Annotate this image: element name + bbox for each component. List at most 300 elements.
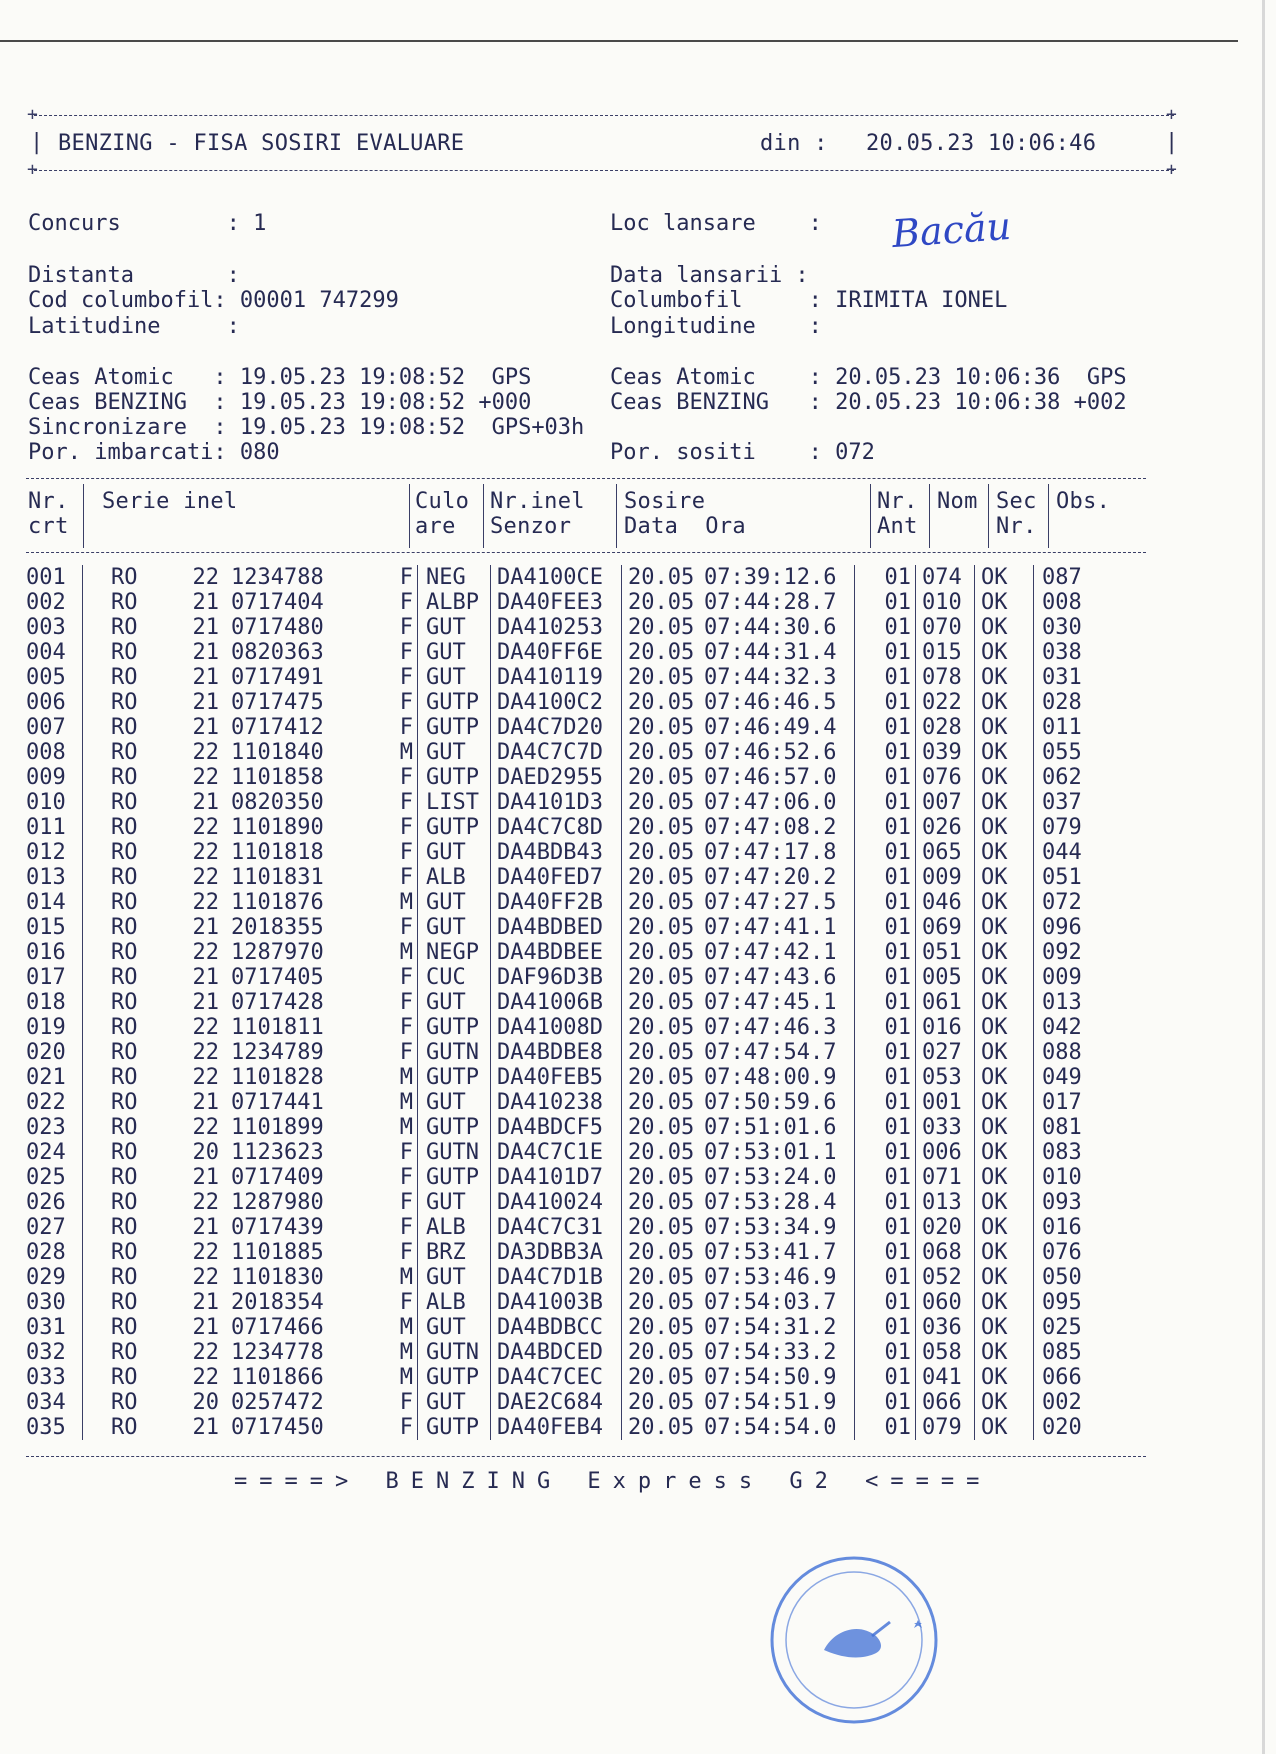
row-arrival-date: 20.05: [628, 590, 695, 615]
row-arrival-date: 20.05: [628, 1265, 695, 1290]
row-color: CUC: [418, 965, 491, 990]
row-sex: F: [379, 865, 418, 890]
row-color: BRZ: [418, 1240, 491, 1265]
row-ring-number: 0717491: [231, 665, 324, 690]
row-year: 22: [192, 1115, 219, 1140]
row-antenna: 01: [855, 1140, 916, 1165]
row-sensor-ring: DA40FEB4: [491, 1415, 622, 1440]
row-color: GUTP: [418, 1115, 491, 1140]
row-sex: F: [379, 1215, 418, 1240]
row-sex: F: [379, 615, 418, 640]
row-divider: [74, 1390, 83, 1415]
report-date-label: din :: [760, 131, 828, 156]
row-arrival-time: 07:44:28.7: [700, 590, 855, 615]
row-sex: F: [379, 590, 418, 615]
row-ring-number: 2018355: [231, 915, 324, 940]
row-nom: 036: [916, 1315, 975, 1340]
row-year: 22: [192, 1065, 219, 1090]
row-sensor-ring: DA4C7C1E: [491, 1140, 622, 1165]
row-sensor-ring: DA4C7C31: [491, 1215, 622, 1240]
row-color: GUTN: [418, 1040, 491, 1065]
row-sex: F: [379, 765, 418, 790]
row-color: GUT: [418, 1390, 491, 1415]
row-nom: 046: [916, 890, 975, 915]
row-obs: 044: [1042, 840, 1082, 865]
row-color: GUT: [418, 915, 491, 940]
header-bottom-rule: [26, 552, 1146, 553]
row-nr: 021: [26, 1065, 66, 1090]
row-nr: 032: [26, 1340, 66, 1365]
row-ring-number: 0717441: [231, 1090, 324, 1115]
row-arrival-time: 07:47:27.5: [700, 890, 855, 915]
row-nom: 009: [916, 865, 975, 890]
row-antenna: 01: [855, 715, 916, 740]
row-country: RO: [111, 1065, 138, 1090]
row-nom: 016: [916, 1015, 975, 1040]
row-antenna: 01: [855, 1190, 916, 1215]
row-nom: 074: [916, 565, 975, 590]
row-nom: 053: [916, 1065, 975, 1090]
row-nom: 005: [916, 965, 975, 990]
row-country: RO: [111, 1015, 138, 1040]
table-row: [26, 640, 1102, 665]
table-row: [26, 1340, 1102, 1365]
row-nr: 016: [26, 940, 66, 965]
row-ring-number: 1101830: [231, 1265, 324, 1290]
row-color: GUTP: [418, 815, 491, 840]
sincronizare-line: Sincronizare : 19.05.23 19:08:52 GPS+03h: [28, 415, 585, 440]
row-divider: [74, 565, 83, 590]
row-antenna: 01: [855, 890, 916, 915]
row-nr: 002: [26, 590, 66, 615]
row-antenna: 01: [855, 1340, 916, 1365]
header-top-rule: [26, 478, 1146, 479]
row-sec: OK: [975, 1140, 1034, 1165]
row-antenna: 01: [855, 1090, 916, 1115]
row-divider: [74, 690, 83, 715]
row-ring-number: 1234778: [231, 1340, 324, 1365]
row-year: 21: [192, 915, 219, 940]
row-country: RO: [111, 1240, 138, 1265]
row-obs: 020: [1042, 1415, 1082, 1440]
row-obs: 062: [1042, 765, 1082, 790]
row-obs: 083: [1042, 1140, 1082, 1165]
row-arrival-time: 07:46:46.5: [700, 690, 855, 715]
row-divider: [74, 1365, 83, 1390]
row-sensor-ring: DA40FF2B: [491, 890, 622, 915]
row-obs: 087: [1042, 565, 1082, 590]
row-antenna: 01: [855, 990, 916, 1015]
row-arrival-date: 20.05: [628, 615, 695, 640]
row-sex: F: [379, 990, 418, 1015]
table-row: [26, 1390, 1102, 1415]
row-sec: OK: [975, 1415, 1034, 1440]
row-nr: 024: [26, 1140, 66, 1165]
row-country: RO: [111, 590, 138, 615]
row-year: 21: [192, 1215, 219, 1240]
row-ring-number: 1101818: [231, 840, 324, 865]
row-antenna: 01: [855, 1165, 916, 1190]
row-nr: 028: [26, 1240, 66, 1265]
row-divider: [74, 740, 83, 765]
row-ring-number: 0717405: [231, 965, 324, 990]
row-year: 22: [192, 1190, 219, 1215]
table-row: [26, 890, 1102, 915]
row-arrival-date: 20.05: [628, 1215, 695, 1240]
table-bottom-rule: [26, 1456, 1146, 1457]
row-arrival-time: 07:54:50.9: [700, 1365, 855, 1390]
row-sex: F: [379, 1240, 418, 1265]
row-nom: 028: [916, 715, 975, 740]
row-ring-number: 0820350: [231, 790, 324, 815]
row-arrival-time: 07:47:43.6: [700, 965, 855, 990]
row-divider: [74, 1165, 83, 1190]
row-sec: OK: [975, 690, 1034, 715]
row-antenna: 01: [855, 815, 916, 840]
col-header-sosire: Sosire Data Ora: [624, 489, 746, 539]
row-nr: 007: [26, 715, 66, 740]
row-nom: 027: [916, 1040, 975, 1065]
row-sensor-ring: DA4BDBE8: [491, 1040, 622, 1065]
row-arrival-time: 07:54:03.7: [700, 1290, 855, 1315]
row-country: RO: [111, 790, 138, 815]
table-row: [26, 1290, 1102, 1315]
table-row: [26, 1415, 1102, 1440]
loc-lansare-line: Loc lansare :: [610, 211, 822, 236]
row-sec: OK: [975, 840, 1034, 865]
row-obs: 030: [1042, 615, 1082, 640]
row-arrival-date: 20.05: [628, 765, 695, 790]
row-divider: [74, 915, 83, 940]
row-divider: [74, 715, 83, 740]
handwritten-signature: Bacău: [890, 203, 1013, 257]
row-obs: 079: [1042, 815, 1082, 840]
row-ring-number: 2018354: [231, 1290, 324, 1315]
row-obs: 088: [1042, 1040, 1082, 1065]
row-sensor-ring: DA40FEE3: [491, 590, 622, 615]
row-sec: OK: [975, 815, 1034, 840]
row-arrival-time: 07:53:34.9: [700, 1215, 855, 1240]
row-nr: 033: [26, 1365, 66, 1390]
row-sec: OK: [975, 740, 1034, 765]
title-box-bottom: [34, 170, 1174, 171]
report-date-value: 20.05.23 10:06:46: [866, 131, 1097, 156]
row-nr: 034: [26, 1390, 66, 1415]
row-sec: OK: [975, 715, 1034, 740]
row-antenna: 01: [855, 740, 916, 765]
col-divider: [409, 484, 410, 548]
row-nom: 051: [916, 940, 975, 965]
row-divider: [74, 865, 83, 890]
scan-edge: [1262, 0, 1265, 1754]
row-antenna: 01: [855, 1265, 916, 1290]
row-sec: OK: [975, 965, 1034, 990]
row-sec: OK: [975, 565, 1034, 590]
row-color: GUTP: [418, 690, 491, 715]
row-country: RO: [111, 665, 138, 690]
corner-plus: +: [1166, 159, 1177, 180]
row-nom: 039: [916, 740, 975, 765]
row-divider: [74, 1290, 83, 1315]
row-obs: 037: [1042, 790, 1082, 815]
row-sec: OK: [975, 1215, 1034, 1240]
row-antenna: 01: [855, 1240, 916, 1265]
row-nr: 012: [26, 840, 66, 865]
row-sex: F: [379, 715, 418, 740]
row-country: RO: [111, 1040, 138, 1065]
row-country: RO: [111, 740, 138, 765]
row-sensor-ring: DA4C7C8D: [491, 815, 622, 840]
row-country: RO: [111, 940, 138, 965]
row-color: GUTP: [418, 1065, 491, 1090]
col-header-sec: Sec Nr.: [996, 489, 1037, 539]
row-sensor-ring: DAE2C684: [491, 1390, 622, 1415]
row-nom: 061: [916, 990, 975, 1015]
col-divider: [870, 484, 871, 548]
table-row: [26, 1240, 1102, 1265]
row-nom: 026: [916, 815, 975, 840]
row-color: GUTP: [418, 1415, 491, 1440]
row-sensor-ring: DA40FF6E: [491, 640, 622, 665]
row-ring-number: 1287980: [231, 1190, 324, 1215]
porumbei-sositi: Por. sositi : 072: [610, 440, 875, 465]
row-country: RO: [111, 615, 138, 640]
row-arrival-time: 07:47:41.1: [700, 915, 855, 940]
row-sensor-ring: DA410238: [491, 1090, 622, 1115]
row-nom: 007: [916, 790, 975, 815]
row-divider: [74, 1315, 83, 1340]
row-nr: 023: [26, 1115, 66, 1140]
row-year: 22: [192, 1340, 219, 1365]
row-sex: F: [379, 1390, 418, 1415]
row-country: RO: [111, 1365, 138, 1390]
row-antenna: 01: [855, 915, 916, 940]
row-sec: OK: [975, 1065, 1034, 1090]
table-row: [26, 740, 1102, 765]
row-sec: OK: [975, 1115, 1034, 1140]
row-arrival-date: 20.05: [628, 1090, 695, 1115]
row-ring-number: 0717450: [231, 1415, 324, 1440]
row-obs: 031: [1042, 665, 1082, 690]
row-nom: 052: [916, 1265, 975, 1290]
col-header-serie: Serie inel: [102, 489, 238, 514]
row-antenna: 01: [855, 940, 916, 965]
row-country: RO: [111, 965, 138, 990]
row-nr: 017: [26, 965, 66, 990]
row-country: RO: [111, 640, 138, 665]
col-divider: [483, 484, 484, 548]
row-nr: 027: [26, 1215, 66, 1240]
row-nom: 010: [916, 590, 975, 615]
row-country: RO: [111, 840, 138, 865]
row-country: RO: [111, 1190, 138, 1215]
row-color: ALB: [418, 1215, 491, 1240]
row-ring-number: 1234789: [231, 1040, 324, 1065]
row-divider: [74, 590, 83, 615]
table-row: [26, 915, 1102, 940]
table-row: [26, 1140, 1102, 1165]
row-color: GUT: [418, 665, 491, 690]
title-box-top: [34, 115, 1174, 116]
row-year: 22: [192, 1265, 219, 1290]
row-divider: [74, 1015, 83, 1040]
row-divider: [74, 1140, 83, 1165]
row-arrival-date: 20.05: [628, 790, 695, 815]
row-ring-number: 1101866: [231, 1365, 324, 1390]
row-divider: [74, 840, 83, 865]
row-sex: M: [379, 1340, 418, 1365]
row-arrival-date: 20.05: [628, 1015, 695, 1040]
row-nom: 079: [916, 1415, 975, 1440]
row-obs: 013: [1042, 990, 1082, 1015]
row-arrival-time: 07:54:31.2: [700, 1315, 855, 1340]
row-obs: 016: [1042, 1215, 1082, 1240]
row-divider: [74, 1115, 83, 1140]
row-color: GUT: [418, 1190, 491, 1215]
row-ring-number: 1101831: [231, 865, 324, 890]
row-sensor-ring: DA4100C2: [491, 690, 622, 715]
row-sec: OK: [975, 1340, 1034, 1365]
cod-columbofil-line: Cod columbofil: 00001 747299: [28, 288, 399, 313]
table-row: [26, 1015, 1102, 1040]
row-arrival-date: 20.05: [628, 715, 695, 740]
row-year: 21: [192, 790, 219, 815]
row-divider: [74, 1040, 83, 1065]
row-arrival-time: 07:44:31.4: [700, 640, 855, 665]
row-nr: 001: [26, 565, 66, 590]
table-row: [26, 815, 1102, 840]
row-ring-number: 1101899: [231, 1115, 324, 1140]
row-antenna: 01: [855, 965, 916, 990]
row-sec: OK: [975, 1090, 1034, 1115]
col-header-culoare: Culo are: [415, 489, 470, 539]
row-ring-number: 1101828: [231, 1065, 324, 1090]
row-color: GUTP: [418, 1165, 491, 1190]
row-country: RO: [111, 1290, 138, 1315]
row-antenna: 01: [855, 865, 916, 890]
col-header-nrinel: Nr.inel Senzor: [490, 489, 585, 539]
page-top-rule: [0, 40, 1238, 42]
row-sex: M: [379, 1315, 418, 1340]
row-antenna: 01: [855, 765, 916, 790]
row-sensor-ring: DA4101D3: [491, 790, 622, 815]
row-color: NEGP: [418, 940, 491, 965]
title-box-right-bar: |: [1165, 130, 1179, 155]
row-arrival-date: 20.05: [628, 690, 695, 715]
row-sex: F: [379, 815, 418, 840]
club-stamp: [764, 1550, 944, 1730]
row-year: 21: [192, 615, 219, 640]
row-arrival-time: 07:54:51.9: [700, 1390, 855, 1415]
table-row: [26, 865, 1102, 890]
row-year: 21: [192, 1090, 219, 1115]
row-arrival-date: 20.05: [628, 1290, 695, 1315]
row-sex: M: [379, 1115, 418, 1140]
row-ring-number: 0717466: [231, 1315, 324, 1340]
row-year: 22: [192, 1365, 219, 1390]
row-year: 22: [192, 565, 219, 590]
row-color: GUT: [418, 840, 491, 865]
row-nom: 022: [916, 690, 975, 715]
row-obs: 050: [1042, 1265, 1082, 1290]
row-color: GUTP: [418, 1365, 491, 1390]
row-divider: [74, 1265, 83, 1290]
row-arrival-time: 07:44:30.6: [700, 615, 855, 640]
row-obs: 051: [1042, 865, 1082, 890]
row-arrival-date: 20.05: [628, 1415, 695, 1440]
row-year: 21: [192, 590, 219, 615]
row-sensor-ring: DA4C7CEC: [491, 1365, 622, 1390]
row-ring-number: 1234788: [231, 565, 324, 590]
row-country: RO: [111, 890, 138, 915]
row-sex: F: [379, 840, 418, 865]
row-divider: [74, 1240, 83, 1265]
row-nr: 030: [26, 1290, 66, 1315]
row-sensor-ring: DAED2955: [491, 765, 622, 790]
row-color: ALB: [418, 865, 491, 890]
row-divider: [74, 1415, 83, 1440]
row-nom: 071: [916, 1165, 975, 1190]
row-divider: [74, 1190, 83, 1215]
row-year: 22: [192, 765, 219, 790]
row-country: RO: [111, 990, 138, 1015]
row-sex: F: [379, 1290, 418, 1315]
table-row: [26, 1315, 1102, 1340]
row-antenna: 01: [855, 565, 916, 590]
col-divider: [929, 484, 930, 548]
row-arrival-time: 07:47:08.2: [700, 815, 855, 840]
table-row: [26, 1065, 1102, 1090]
table-row: [26, 715, 1102, 740]
row-divider: [74, 640, 83, 665]
col-divider: [988, 484, 989, 548]
row-antenna: 01: [855, 1015, 916, 1040]
row-sensor-ring: DA40FEB5: [491, 1065, 622, 1090]
row-sec: OK: [975, 1240, 1034, 1265]
col-divider: [83, 484, 84, 548]
row-country: RO: [111, 1165, 138, 1190]
row-nom: 060: [916, 1290, 975, 1315]
row-obs: 028: [1042, 690, 1082, 715]
row-nom: 078: [916, 665, 975, 690]
row-nr: 005: [26, 665, 66, 690]
row-color: GUTN: [418, 1340, 491, 1365]
row-arrival-time: 07:53:01.1: [700, 1140, 855, 1165]
row-year: 22: [192, 890, 219, 915]
row-sex: M: [379, 1365, 418, 1390]
row-divider: [74, 890, 83, 915]
row-arrival-date: 20.05: [628, 890, 695, 915]
row-arrival-time: 07:39:12.6: [700, 565, 855, 590]
row-sex: M: [379, 1090, 418, 1115]
row-divider: [74, 1340, 83, 1365]
row-divider: [74, 790, 83, 815]
row-antenna: 01: [855, 840, 916, 865]
row-arrival-date: 20.05: [628, 1115, 695, 1140]
row-antenna: 01: [855, 1390, 916, 1415]
table-row: [26, 1040, 1102, 1065]
row-sec: OK: [975, 1290, 1034, 1315]
row-country: RO: [111, 690, 138, 715]
row-sex: F: [379, 965, 418, 990]
row-sec: OK: [975, 1265, 1034, 1290]
row-country: RO: [111, 1315, 138, 1340]
row-sensor-ring: DA4101D7: [491, 1165, 622, 1190]
row-sex: F: [379, 790, 418, 815]
col-divider: [1048, 484, 1049, 548]
row-year: 21: [192, 1415, 219, 1440]
row-year: 22: [192, 740, 219, 765]
